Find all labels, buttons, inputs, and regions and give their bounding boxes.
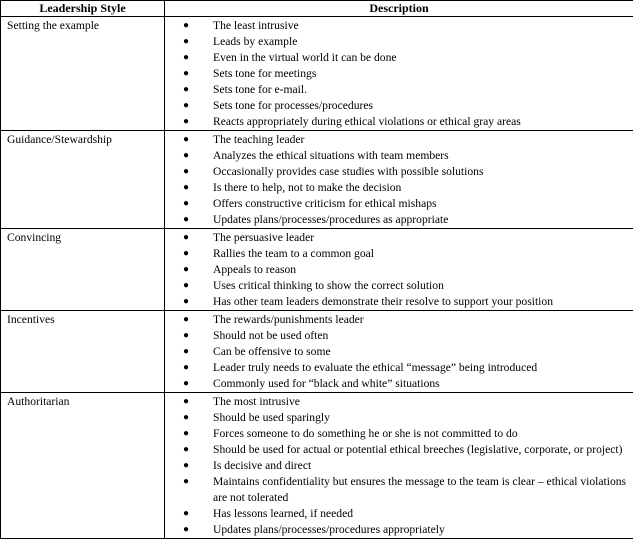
- bullet-icon: ●: [182, 232, 190, 243]
- bullet-icon: ●: [182, 198, 190, 209]
- header-description: Description: [165, 1, 633, 17]
- list-item: ● Has other team leaders demonstrate their resolve to support your position: [182, 295, 553, 308]
- list-item: ● The most intrusive: [182, 395, 300, 408]
- description-list: [165, 230, 633, 310]
- list-item: ● Updates plans/processes/procedures appropriately: [182, 523, 445, 536]
- table-row: [1, 229, 633, 311]
- bullet-icon: ●: [182, 444, 190, 455]
- table-row: [1, 17, 633, 131]
- bullet-icon: ●: [182, 134, 190, 145]
- leadership-style-cell: Guidance/Stewardship: [1, 131, 165, 229]
- list-item: ● The rewards/punishments leader: [182, 313, 364, 326]
- bullet-icon: ●: [182, 68, 190, 79]
- bullet-icon: ●: [182, 166, 190, 177]
- list-item: ● The persuasive leader: [182, 231, 315, 244]
- list-item: ● Analyzes the ethical situations with team members: [182, 149, 449, 162]
- list-item: ● Forces someone to do something he or she is not committed to do: [182, 427, 518, 440]
- bullet-icon: ●: [182, 116, 190, 127]
- list-item: ● Sets tone for processes/procedures: [182, 99, 374, 112]
- list-item: ● Uses critical thinking to show the correct solution: [182, 279, 444, 292]
- bullet-icon: ●: [182, 346, 190, 357]
- bullet-icon: ●: [182, 182, 190, 193]
- list-item: ● Commonly used for “black and white” situations: [182, 377, 440, 390]
- description-cell: [165, 131, 633, 229]
- list-item: ● Sets tone for e-mail.: [182, 83, 308, 96]
- bullet-icon: ●: [182, 314, 190, 325]
- description-list: [165, 18, 633, 130]
- bullet-icon: ●: [182, 52, 190, 63]
- description-list: [165, 132, 633, 228]
- description-list: [165, 312, 633, 392]
- list-item: ● Leader truly needs to evaluate the ethical “message” being introduced: [182, 361, 538, 374]
- bullet-icon: ●: [182, 296, 190, 307]
- list-item: ● Is there to help, not to make the decision: [182, 181, 402, 194]
- leadership-style-cell: Authoritarian: [1, 393, 165, 539]
- bullet-icon: ●: [182, 330, 190, 341]
- bullet-icon: ●: [182, 84, 190, 95]
- list-item: ● Appeals to reason: [182, 263, 297, 276]
- bullet-icon: ●: [182, 100, 190, 111]
- bullet-icon: ●: [182, 508, 190, 519]
- bullet-icon: ●: [182, 214, 190, 225]
- bullet-icon: ●: [182, 362, 190, 373]
- bullet-icon: ●: [182, 150, 190, 161]
- bullet-icon: ●: [182, 248, 190, 259]
- bullet-icon: ●: [182, 280, 190, 291]
- description-cell: [165, 393, 633, 539]
- list-item: ● Rallies the team to a common goal: [182, 247, 374, 260]
- table-row: [1, 393, 633, 539]
- bullet-icon: ●: [182, 476, 190, 487]
- bullet-icon: ●: [182, 460, 190, 471]
- list-item: ● Should not be used often: [182, 329, 329, 342]
- bullet-icon: ●: [182, 20, 190, 31]
- list-item: ● Sets tone for meetings: [182, 67, 317, 80]
- bullet-icon: ●: [182, 412, 190, 423]
- header-leadership-style: Leadership Style: [1, 1, 165, 17]
- list-item: ● Can be offensive to some: [182, 345, 331, 358]
- table-row: [1, 131, 633, 229]
- bullet-icon: ●: [182, 428, 190, 439]
- description-cell: [165, 17, 633, 131]
- list-item: ● Updates plans/processes/procedures as appropriate: [182, 213, 449, 226]
- list-item: ● Should be used sparingly: [182, 411, 330, 424]
- list-item: ● Is decisive and direct: [182, 459, 312, 472]
- description-list: [165, 394, 633, 538]
- list-item: ● Leads by example: [182, 35, 298, 48]
- description-cell: [165, 229, 633, 311]
- list-item: ● Has lessons learned, if needed: [182, 507, 354, 520]
- bullet-icon: ●: [182, 396, 190, 407]
- table-row: [1, 311, 633, 393]
- list-item: ● Even in the virtual world it can be done: [182, 51, 397, 64]
- bullet-icon: ●: [182, 524, 190, 535]
- list-item: ● Offers constructive criticism for ethical mishaps: [182, 197, 437, 210]
- description-cell: [165, 311, 633, 393]
- leadership-style-cell: Setting the example: [1, 17, 165, 131]
- list-item: ● Reacts appropriately during ethical violations or ethical gray areas: [182, 115, 521, 128]
- leadership-style-cell: Incentives: [1, 311, 165, 393]
- list-item: ● Maintains confidentiality but ensures the message to the team is clear – ethical violations are not tolerated: [182, 475, 627, 504]
- list-item: ● Should be used for actual or potential ethical breeches (legislative, corporate, or project): [182, 443, 623, 456]
- list-item: ● The teaching leader: [182, 133, 305, 146]
- bullet-icon: ●: [182, 36, 190, 47]
- bullet-icon: ●: [182, 264, 190, 275]
- bullet-icon: ●: [182, 378, 190, 389]
- list-item: ● Occasionally provides case studies with possible solutions: [182, 165, 484, 178]
- table-header-row: [1, 1, 633, 17]
- leadership-style-cell: Convincing: [1, 229, 165, 311]
- list-item: ● The least intrusive: [182, 19, 299, 32]
